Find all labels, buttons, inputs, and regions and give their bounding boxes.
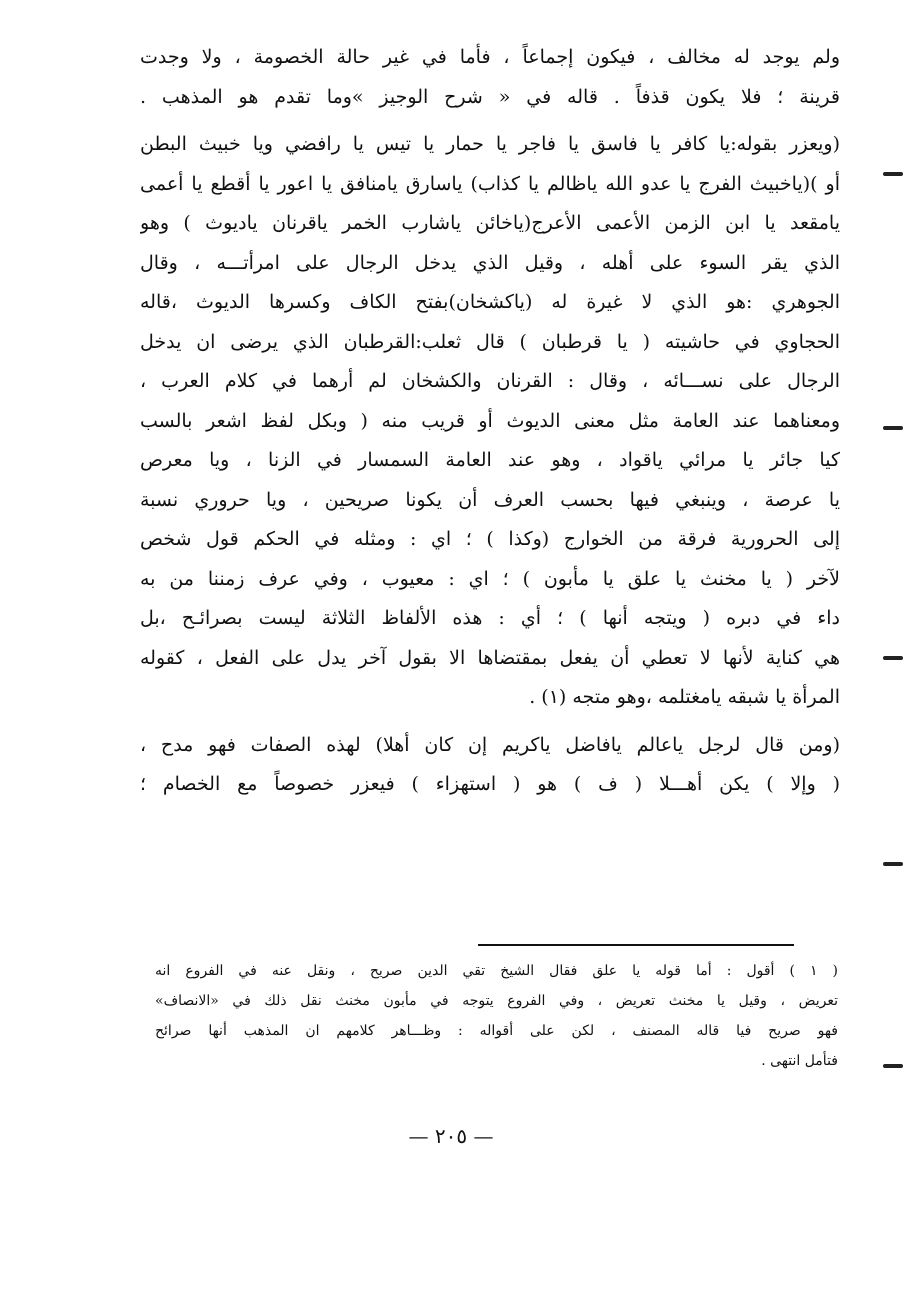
text-line: الرجال على نســـائه ، وقال : القرنان والكشخان لم أرهما في كلام العرب ، [140, 370, 840, 392]
text-line: الجوهري :هو الذي لا غيرة له (ياكشخان)بفتح الكاف وكسرها الديوث ،قاله [140, 291, 840, 313]
binding-mark [883, 172, 903, 176]
text-line: إلى الحرورية فرقة من الخوارج (وكذا ) ؛ اي : ومثله في الحكم قول شخص [140, 528, 840, 550]
text-line: (ويعزر بقوله:يا كافر يا فاسق يا فاجر يا حمار يا تيس يا رافضي ويا خبيث البطن [140, 133, 840, 155]
text-line: لآخر ( يا مخنث يا علق يا مأبون ) ؛ اي : معيوب ، وفي عرف زمننا من به [140, 567, 840, 590]
binding-mark [883, 1064, 903, 1068]
text-line: كيا جائر يا مرائي ياقواد ، وهو عند العامة السمسار في الزنا ، ويا معرص [140, 449, 840, 471]
paragraph-gap [140, 718, 840, 726]
binding-mark [883, 656, 903, 660]
text-line: قرينة ؛ فلا يكون قذفاً . قاله في « شرح الوجيز »وما تقدم هو المذهب . [140, 85, 840, 108]
text-line: يامقعد يا ابن الزمن الأعمى الأعرج(ياخائن ياشارب الخمر ياقرنان ياديوث ) وهو [140, 212, 840, 234]
text-line: الحجاوي في حاشيته ( يا قرطبان ) قال ثعلب:القرطبان الذي يرضى ان يدخل [140, 330, 840, 353]
text-line: داء في دبره ( ويتجه أنها ) ؛ أي : هذه الألفاظ الثلاثة ليست بصرائـح ،بل [140, 607, 840, 629]
text-line: المرأة يا شبقه يامغتلمه ،وهو متجه (١) . [529, 686, 840, 708]
footnote-block [155, 956, 838, 1076]
text-line: ( وإلا ) يكن أهـــلا ( ف ) هو ( استهزاء ) فيعزر خصوصاً مع الخصام ؛ [140, 773, 840, 795]
page-number: — ٢٠٥ — [408, 1124, 494, 1148]
footnote-line: فهو صريح فيا قاله المصنف ، لكن على أقواله : وظـــاهر كلامهم ان المذهب أنها صرائح [155, 1023, 838, 1039]
text-line: الذي يقر السوء على أهله ، وقيل الذي يدخل الرجال على امرأتـــه ، وقال [140, 251, 840, 274]
text-line: (ومن قال لرجل ياعالم يافاضل ياكريم إن كان أهلا) لهذه الصفات فهو مدح ، [140, 733, 840, 756]
binding-mark [883, 426, 903, 430]
footnote-line: فتأمل انتهى . [761, 1053, 838, 1069]
text-line: ومعناهما عند العامة مثل معنى الديوث أو قريب منه ( وبكل لفظ اشعر بالسب [140, 409, 840, 432]
main-text-block [140, 38, 840, 805]
binding-mark [883, 862, 903, 866]
paragraph-gap [140, 117, 840, 125]
footnote-divider [478, 944, 794, 946]
text-line: هي كناية لأنها لا تعطي أن يفعل بمقتضاها الا بقول آخر يدل على الفعل ، كقوله [140, 646, 840, 669]
footnote-line: تعريض ، وقيل يا مخنث تعريض ، وفي الفروع يتوجه في مأبون مخنث نقل ذلك في «الانصاف» [155, 993, 838, 1009]
footnote-line: ( ١ ) أقول : أما قوله يا علق فقال الشيخ تقي الدين صريح ، ونقل عنه في الفروع انه [155, 963, 838, 979]
text-line: يا عرصة ، وينبغي فيها بحسب العرف أن يكونا صريحين ، ويا حروري نسبة [140, 488, 840, 511]
text-line: ولم يوجد له مخالف ، فيكون إجماعاً ، فأما في غير حالة الخصومة ، ولا وجدت [140, 46, 840, 68]
text-line: أو )(ياخبيث الفرج يا عدو الله ياظالم يا كذاب) ياسارق يامنافق يا اعور يا أقطع يا أعمى [140, 172, 840, 195]
